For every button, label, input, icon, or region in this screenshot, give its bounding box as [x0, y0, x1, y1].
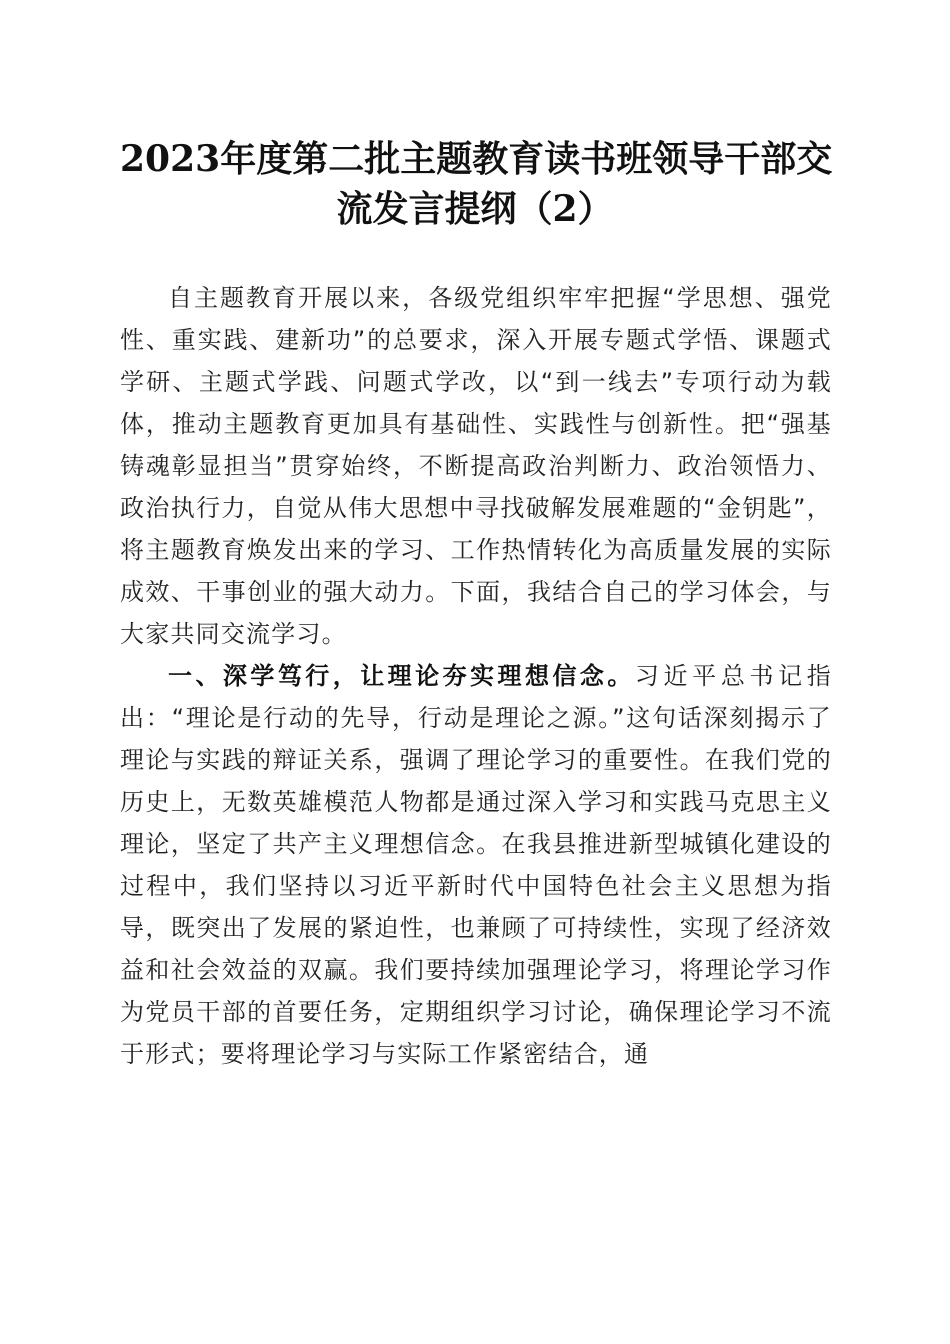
section-1-paragraph: [120, 655, 832, 1075]
section-1-heading: 一、深学笃行，让理论夯实理想信念。: [168, 662, 635, 690]
title-line-2: 流发言提纲（2）: [336, 188, 614, 230]
intro-paragraph: 自主题教育开展以来，各级党组织牢牢把握“学思想、强党性、重实践、建新功”的总要求，深入开展专题式学悟、课题式学研、主题式学践、问题式学改，以“到一线去”专项行动为载体，推动主题教育更加具有基础性、实践性与创新性。把“强基铸魂彰显担当”贯穿始终，不断提高政治判断力、政治领悟力、政治执行力，自觉从伟大思想中寻找破解发展难题的“金钥匙”，将主题教育焕发出来的学习、工作热情转化为高质量发展的实际成效、干事创业的强大动力。下面，我结合自己的学习体会，与大家共同交流学习。: [120, 284, 832, 648]
document-body: [120, 277, 832, 1075]
section-1-text: 习近平总书记指出：“理论是行动的先导，行动是理论之源。”这句话深刻揭示了理论与实践的辩证关系，强调了理论学习的重要性。在我们党的历史上，无数英雄模范人物都是通过深入学习和实践马克思主义理论，坚定了共产主义理想信念。在我县推进新型城镇化建设的过程中，我们坚持以习近平新时代中国特色社会主义思想为指导，既突出了发展的紧迫性，也兼顾了可持续性，实现了经济效益和社会效益的双赢。我们要持续加强理论学习，将理论学习作为党员干部的首要任务，定期组织学习讨论，确保理论学习不流于形式；要将理论学习与实际工作紧密结合，通: [120, 662, 833, 1068]
document-title: [120, 134, 833, 234]
title-line-1: 2023年度第二批主题教育读书班领导干部交: [120, 138, 833, 180]
